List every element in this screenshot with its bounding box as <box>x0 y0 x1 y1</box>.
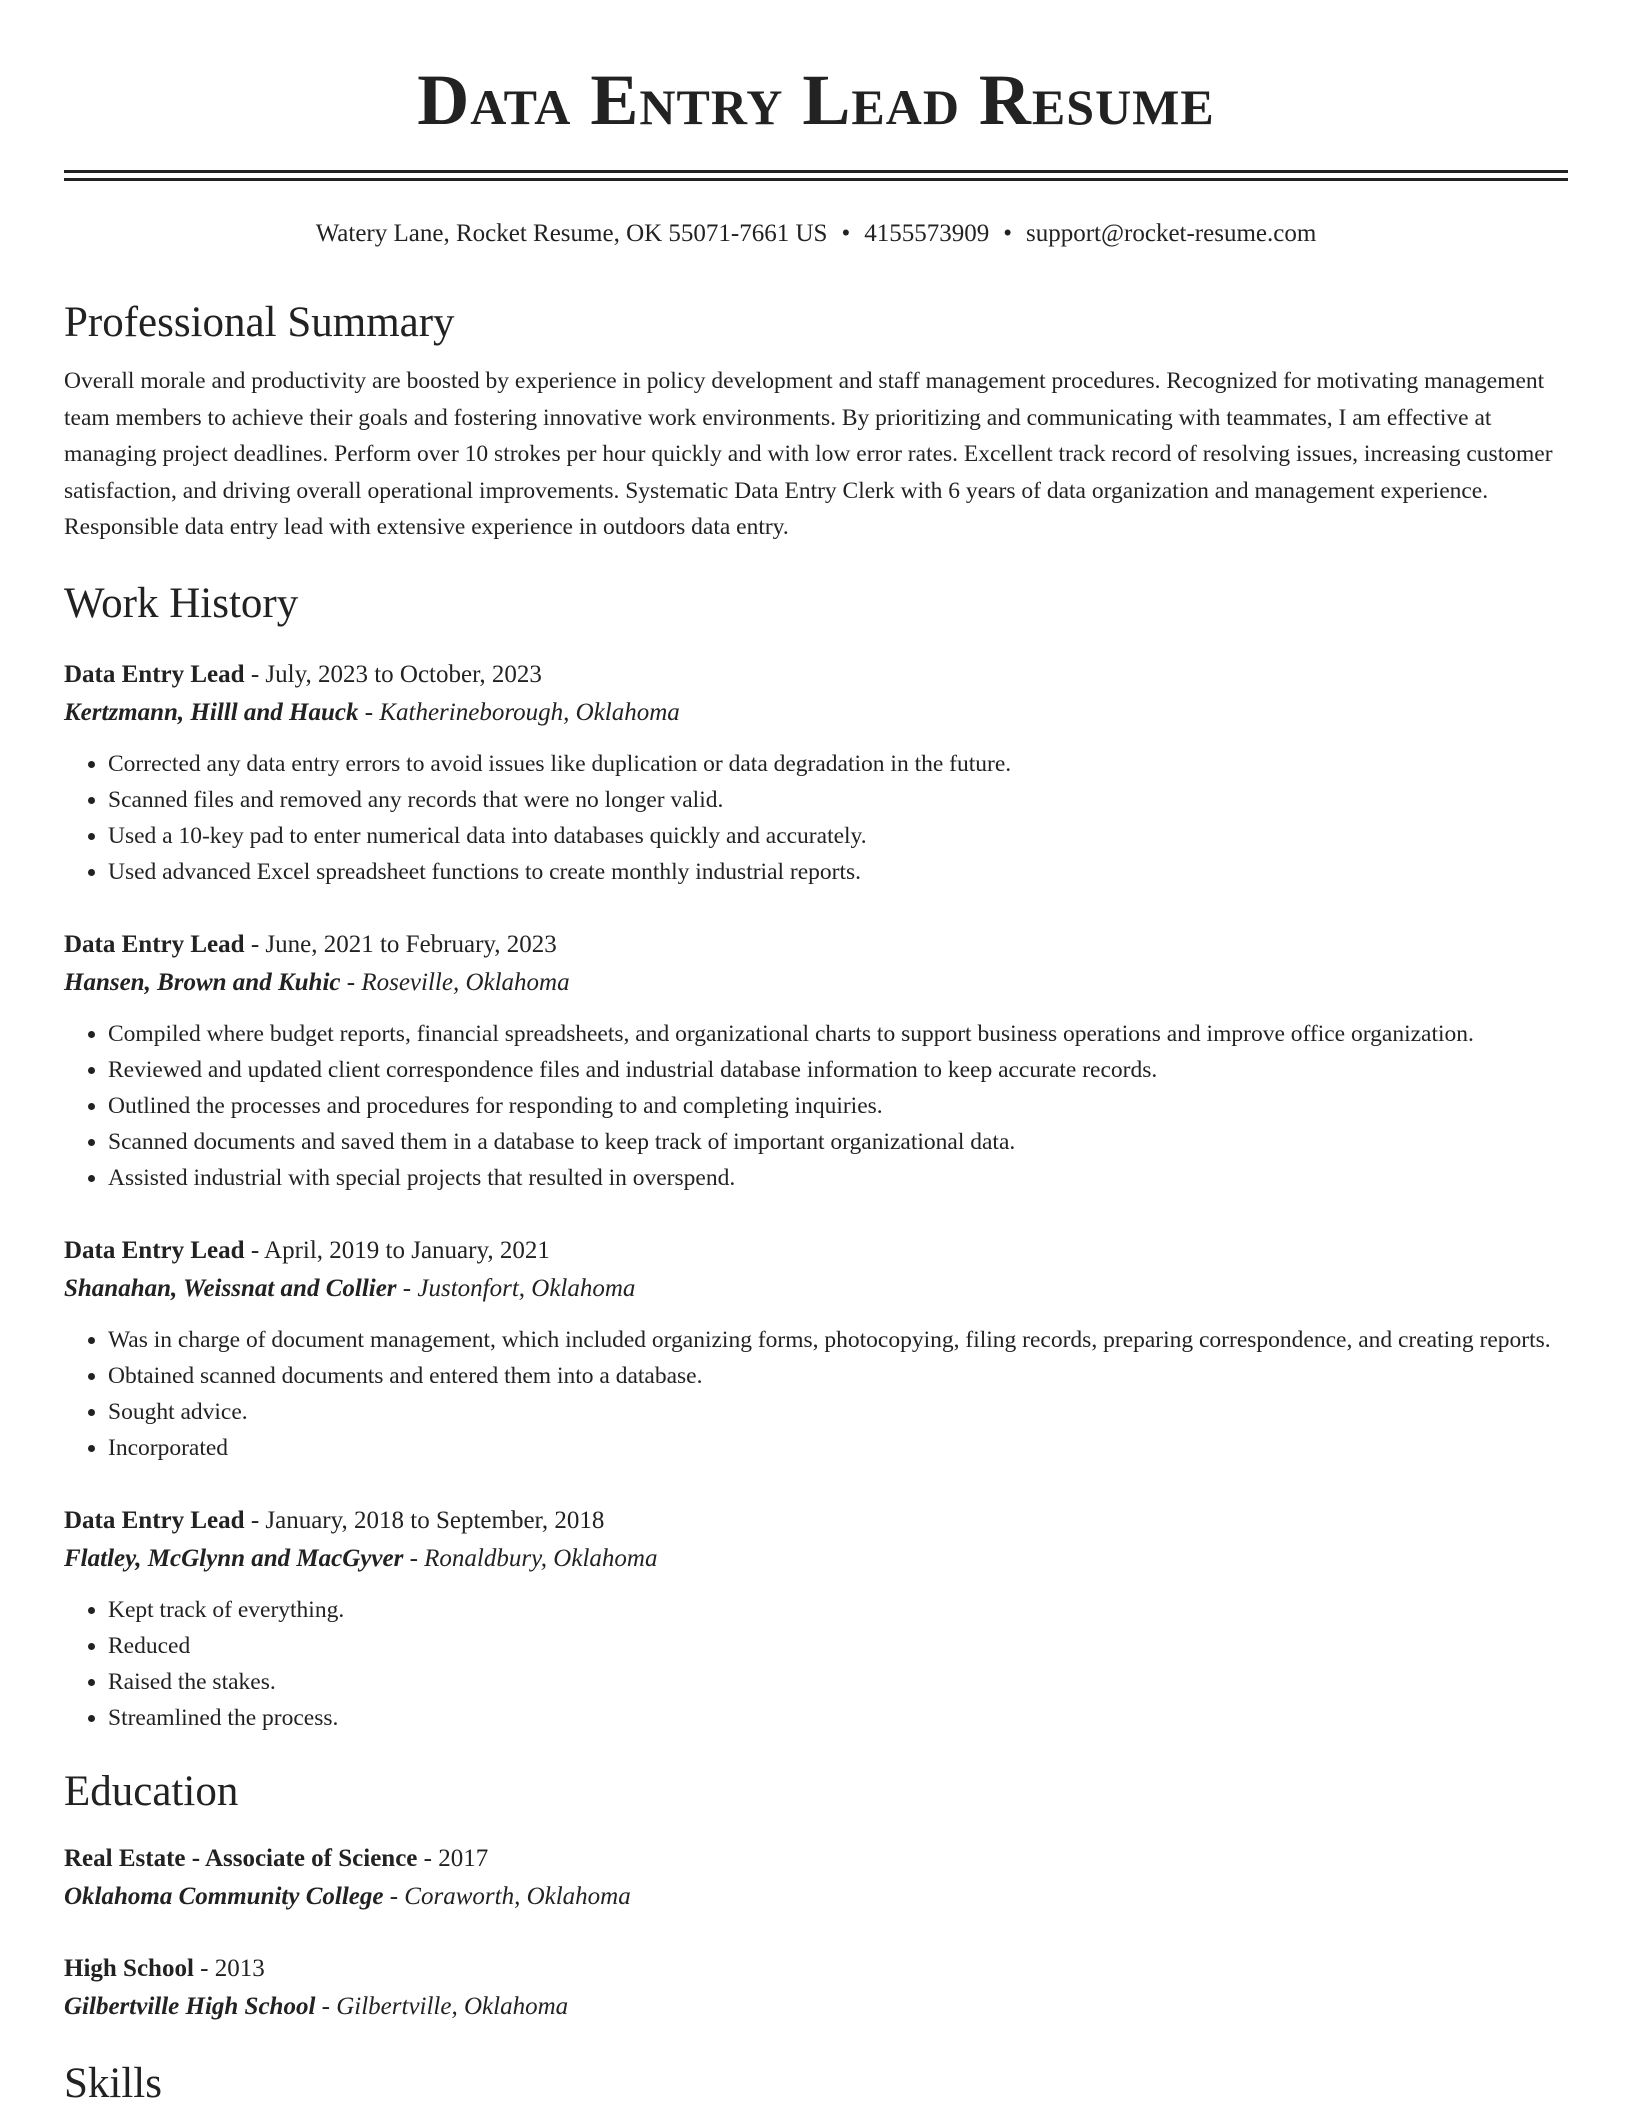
job-bullets <box>64 1016 1568 1196</box>
job-location: - Justonfort, Oklahoma <box>396 1274 636 1302</box>
job-company-line <box>64 1270 1568 1308</box>
job-title: Data Entry Lead <box>64 930 245 958</box>
summary-text: Overall morale and productivity are boosted by experience in policy development and staff management procedures. Recognized for motivating management team members to achieve their goals and fostering innovative work environments. By prioritizing and communicating with teammates, I am effective at managing project deadlines. Perform over 10 strokes per hour quickly and with low error rates. Excellent track record of resolving issues, increasing customer satisfaction, and driving overall operational improvements. Systematic Data Entry Clerk with 6 years of data organization and management experience. Responsible data entry lead with extensive experience in outdoors data entry. <box>64 368 1553 540</box>
education-school: Gilbertville High School <box>64 1992 316 2020</box>
job-bullets <box>64 1322 1568 1466</box>
job-bullets <box>64 1592 1568 1736</box>
skills-heading: Skills <box>64 2059 162 2107</box>
education-year: - 2013 <box>193 1954 265 1982</box>
education-degree-line <box>64 1950 1568 1988</box>
job-title-line <box>64 656 1568 694</box>
job-location: - Katherineborough, Oklahoma <box>358 698 680 726</box>
job-company: Kertzmann, Hilll and Hauck <box>64 698 359 726</box>
job-bullet: • Raised the stakes. <box>108 1664 1568 1700</box>
job-title: Data Entry Lead <box>64 1236 245 1264</box>
education-location: - Gilbertville, Oklahoma <box>315 1992 569 2020</box>
job-company: Shanahan, Weissnat and Collier <box>64 1274 397 1302</box>
job-title-line <box>64 926 1568 964</box>
education-school: Oklahoma Community College <box>64 1882 384 1910</box>
summary-heading: Professional Summary <box>64 299 455 346</box>
contact-separator: • <box>841 220 851 247</box>
job-bullet: • Obtained scanned documents and entered them into a database. <box>108 1358 1568 1394</box>
education-degree-line <box>64 1840 1568 1878</box>
job-bullet: • Scanned documents and saved them in a database to keep track of important organizational data. <box>108 1124 1568 1160</box>
job-bullet: • Used advanced Excel spreadsheet functions to create monthly industrial reports. <box>108 854 1568 890</box>
contact-address: Watery Lane, Rocket Resume, OK 55071-7661 US <box>315 220 828 247</box>
job-bullet: • Sought advice. <box>108 1394 1568 1430</box>
job-title-line <box>64 1502 1568 1540</box>
job-company-line <box>64 1540 1568 1578</box>
job-dates: - April, 2019 to January, 2021 <box>244 1236 550 1264</box>
work-history-heading: Work History <box>64 579 299 627</box>
contact-separator: • <box>1003 220 1012 247</box>
education-entry <box>64 1840 1568 1916</box>
education-location: - Coraworth, Oklahoma <box>383 1882 631 1910</box>
job-dates: - July, 2023 to October, 2023 <box>244 660 542 688</box>
job-company: Hansen, Brown and Kuhic <box>64 968 341 996</box>
job-bullet: • Outlined the processes and procedures for responding to and completing inquiries. <box>108 1088 1568 1124</box>
job-bullet: • Used a 10-key pad to enter numerical data into databases quickly and accurately. <box>108 818 1568 854</box>
job-bullet: • Compiled where budget reports, financial spreadsheets, and organizational charts to support business operations and improve office organization. <box>108 1016 1568 1052</box>
contact-email: support@rocket-resume.com <box>1026 220 1317 247</box>
job-bullet: • Corrected any data entry errors to avoid issues like duplication or data degradation in the future. <box>108 746 1568 782</box>
education-degree: Real Estate - Associate of Science <box>64 1844 418 1872</box>
job-entry <box>64 656 1568 890</box>
job-location: - Ronaldbury, Oklahoma <box>403 1544 658 1572</box>
title-divider <box>64 170 1568 181</box>
education-school-line <box>64 1988 1568 2026</box>
job-title: Data Entry Lead <box>64 660 245 688</box>
job-entry <box>64 1232 1568 1466</box>
education-school-line <box>64 1878 1568 1916</box>
job-bullet: • Assisted industrial with special projects that resulted in overspend. <box>108 1160 1568 1196</box>
education-degree: High School <box>64 1954 194 1982</box>
job-bullet: • Reviewed and updated client correspondence files and industrial database information to keep accurate records. <box>108 1052 1568 1088</box>
job-entry <box>64 926 1568 1196</box>
job-company: Flatley, McGlynn and MacGyver <box>64 1544 404 1572</box>
job-bullets <box>64 746 1568 890</box>
education-heading: Education <box>64 1767 239 1815</box>
job-dates: - January, 2018 to September, 2018 <box>244 1506 605 1534</box>
education-year: - 2017 <box>417 1844 489 1872</box>
job-bullet: • Incorporated <box>108 1430 1568 1466</box>
job-bullet: • Kept track of everything. <box>108 1592 1568 1628</box>
job-bullet: • Scanned files and removed any records that were no longer valid. <box>108 782 1568 818</box>
job-title-line <box>64 1232 1568 1270</box>
job-dates: - June, 2021 to February, 2023 <box>244 930 557 958</box>
job-title: Data Entry Lead <box>64 1506 245 1534</box>
job-company-line <box>64 694 1568 732</box>
contact-line <box>64 217 1568 251</box>
education-entry <box>64 1950 1568 2026</box>
job-company-line <box>64 964 1568 1002</box>
contact-phone: 4155573909 <box>864 220 990 247</box>
job-bullet: • Reduced <box>108 1628 1568 1664</box>
job-bullet: • Was in charge of document management, which included organizing forms, photocopying, filing records, preparing correspondence, and creating reports. <box>108 1322 1568 1358</box>
job-entry <box>64 1502 1568 1736</box>
job-bullet: • Streamlined the process. <box>108 1700 1568 1736</box>
page-title: Data Entry Lead Resume <box>417 60 1215 140</box>
job-location: - Roseville, Oklahoma <box>340 968 570 996</box>
